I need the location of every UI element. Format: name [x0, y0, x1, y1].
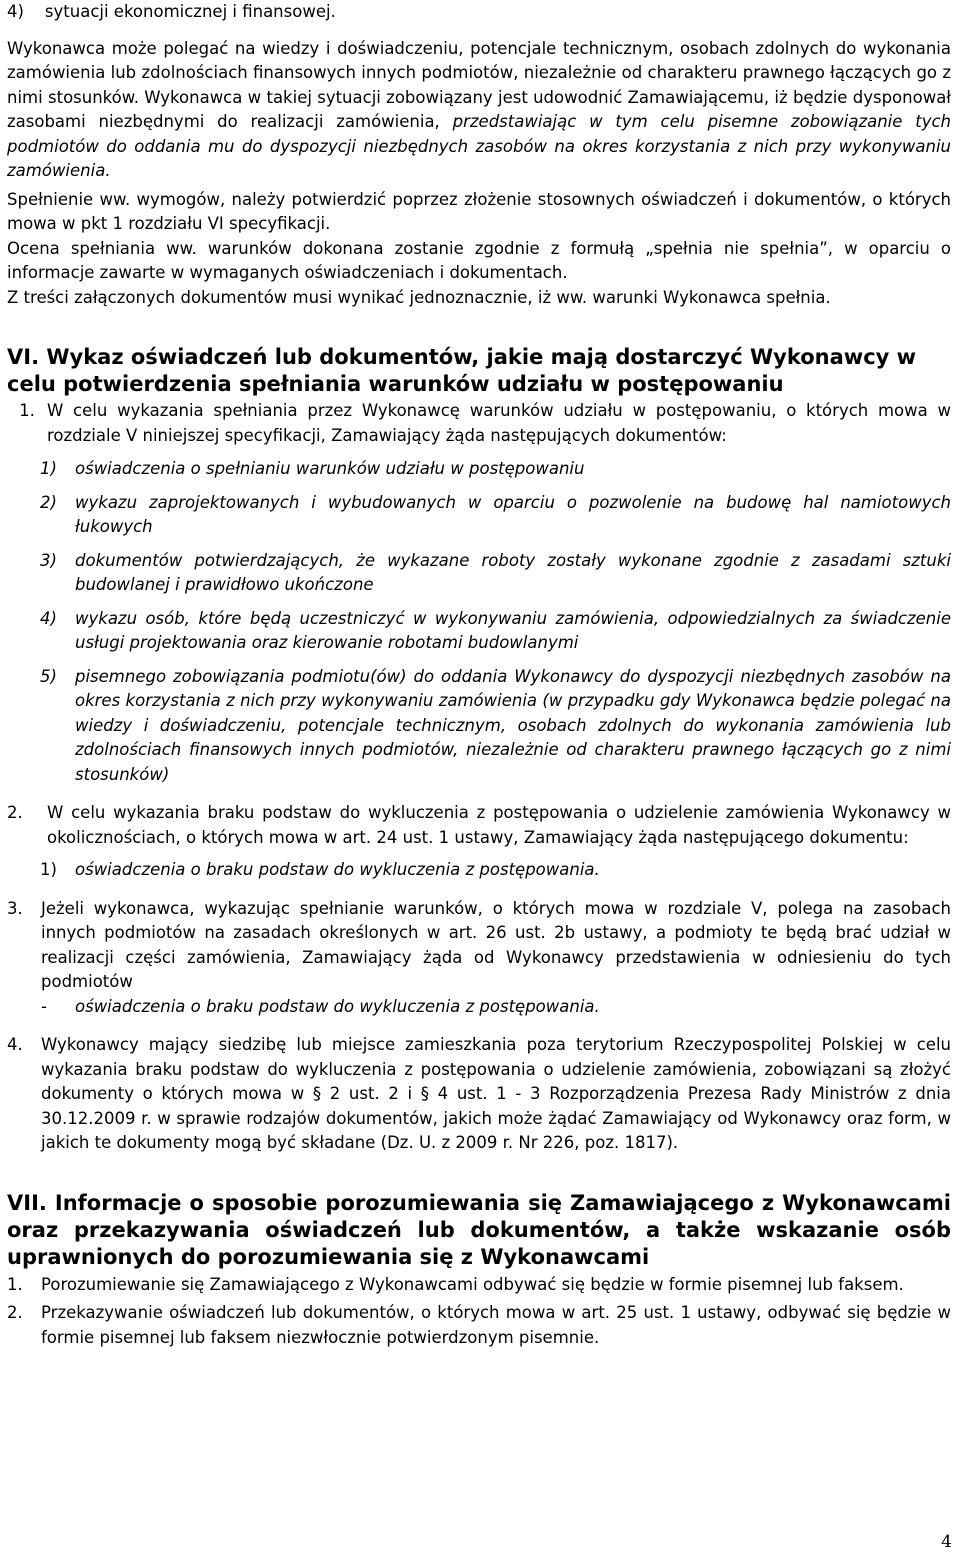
document-page	[7, 0, 951, 1350]
list-item	[40, 665, 951, 788]
list-item-number: 1)	[40, 459, 57, 478]
list-item	[40, 607, 951, 656]
list-item	[40, 457, 951, 482]
s6-item-4	[7, 1033, 951, 1156]
list-item-dash: -	[41, 996, 47, 1016]
s6-item-3-number: 3.	[7, 898, 23, 918]
s6-item-1-number: 1.	[19, 401, 35, 420]
s6-item-4-text: Wykonawcy mający siedzibę lub miejsce zamieszkania poza terytorium Rzeczypospolitej Polskiej w celu wykazania braku podstaw do wykluczenia z postępowania o udzielenie zamówienia, zobowiązani są złożyć dokumenty o których mowa w § 2 ust. 2 i § 4 ust. 1 - 3 Rozporządzenia Prezesa Rady Ministrów z dnia 30.12.2009 r. w sprawie rodzajów dokumentów, jakich może żądać Zamawiający od Wykonawcy oraz form, w jakich te dokumenty mogą być składane (Dz. U. z 2009 r. Nr 226, poz. 1817).	[41, 1035, 951, 1152]
s7-item-1	[7, 1273, 951, 1298]
s6-item-4-number: 4.	[7, 1035, 23, 1054]
s7-item-1-text: Porozumiewanie się Zamawiającego z Wykonawcami odbywać się będzie w formie pisemnej lub faksem.	[41, 1274, 904, 1294]
list-item-text: oświadczenia o spełnianiu warunków udziału w postępowaniu	[75, 459, 585, 478]
list-item-number: 4)	[40, 608, 57, 628]
list-item-number: 1)	[40, 860, 57, 879]
list-item-text: wykazu osób, które będą uczestniczyć w wykonywaniu zamówienia, odpowiedzialnych za świadczenie usługi projektowania oraz kierowanie robotami budowlanymi	[75, 608, 951, 652]
list-item-number: 2)	[40, 492, 57, 512]
s6-item-2	[7, 801, 951, 850]
paragraph-reliance-italic: przedstawiając w tym celu pisemne zobowiązanie tych podmiotów do oddania mu do dyspozycji niezbędnych zasobów na okres korzystania z nich przy wykonywaniu zamówienia.	[7, 112, 951, 180]
s6-item-2-sub	[40, 858, 951, 883]
list-item-text: oświadczenia o braku podstaw do wykluczenia z postępowania.	[75, 860, 600, 879]
paragraph-assessment: Ocena spełniania ww. warunków dokonana zostanie zgodnie z formułą „spełnia nie spełnia”, w oparciu o informacje zawarte w wymaganych oświadczeniach i dokumentach.	[7, 238, 951, 282]
list-item-text: pisemnego zobowiązania podmiotu(ów) do oddania Wykonawcy do dyspozycji niezbędnych zasobów na okres korzystania z nich przy wykonywaniu zamówienia (w przypadku gdy Wykonawca będzie polegać na wiedzy i doświadczeniu, potencjale technicznym, osobach zdolnych do wykonania zamówienia lub zdolnościach finansowych innych podmiotów, niezależnie od charakteru prawnego łączących go z nimi stosunków)	[75, 666, 951, 784]
s7-item-2-number: 2.	[7, 1303, 23, 1322]
list-item-economic: 4) sytuacji ekonomicznej i finansowej.	[7, 2, 336, 21]
s7-item-2-text: Przekazywanie oświadczeń lub dokumentów, o których mowa w art. 25 ust. 1 ustawy, odbywać się będzie w formie pisemnej lub faksem niezwłocznie potwierdzonym pisemnie.	[41, 1303, 951, 1347]
s6-item-1	[7, 399, 951, 448]
list-item	[40, 549, 951, 598]
list-item-number: 3)	[40, 550, 57, 570]
section-heading-vii: VII. Informacje o sposobie porozumiewania się Zamawiającego z Wykonawcami oraz przekazywania oświadczeń lub dokumentów, a także wskazanie osób uprawnionych do porozumiewania się z Wykonawcami	[7, 1190, 951, 1269]
s6-item-2-text: W celu wykazania braku podstaw do wykluczenia z postępowania o udzielenie zamówienia Wykonawcy w okolicznościach, o których mowa w art. 24 ust. 1 ustawy, Zamawiający żąda następującego dokumentu:	[47, 803, 951, 847]
list-item-text: oświadczenia o braku podstaw do wykluczenia z postępowania.	[75, 996, 600, 1016]
s6-item-3	[7, 897, 951, 995]
section-heading-vi: VI. Wykaz oświadczeń lub dokumentów, jakie mają dostarczyć Wykonawcy w celu potwierdzenia spełniania warunków udziału w postępowaniu	[7, 345, 917, 396]
paragraph-reliance-text: Wykonawca może polegać na wiedzy i doświadczeniu, potencjale technicznym, osobach zdolnych do wykonania zamówienia lub zdolnościach finansowych innych podmiotów, niezależnie od charakteru prawnego łączących go z nimi stosunków. Wykonawca w takiej sytuacji zobowiązany jest udowodnić Zamawiającemu, iż będzie dysponował zasobami niezbędnymi do realizacji zamówienia,	[7, 38, 951, 131]
paragraph-documents: Z treści załączonych dokumentów musi wynikać jednoznacznie, iż ww. warunki Wykonawca spełnia.	[7, 287, 831, 307]
s6-item-3-text: Jeżeli wykonawca, wykazując spełnianie warunków, o których mowa w rozdziale V, polega na zasobach innych podmiotów na zasadach określonych w art. 26 ust. 2b ustawy, a podmioty te będą brać udział w realizacji części zamówienia, Zamawiający żąda od Wykonawcy przedstawienia w odniesieniu do tych podmiotów	[41, 898, 951, 991]
list-item	[40, 491, 951, 540]
paragraph-reliance	[7, 37, 951, 184]
paragraph-fulfillment: Spełnienie ww. wymogów, należy potwierdzić poprzez złożenie stosownych oświadczeń i dokumentów, o których mowa w pkt 1 rozdziału VI specyfikacji.	[7, 189, 951, 233]
s6-document-list	[40, 457, 951, 787]
list-item-number: 5)	[40, 666, 57, 686]
page-number: 4	[941, 1532, 952, 1552]
s6-item-3-dash	[41, 995, 951, 1020]
s7-item-2	[7, 1301, 951, 1350]
list-item-text: dokumentów potwierdzających, że wykazane roboty zostały wykonane zgodnie z zasadami sztuki budowlanej i prawidłowo ukończone	[75, 550, 951, 594]
s6-item-1-text: W celu wykazania spełniania przez Wykonawcę warunków udziału w postępowaniu, o których mowa w rozdziale V niniejszej specyfikacji, Zamawiający żąda następujących dokumentów:	[47, 401, 951, 445]
s6-item-2-number: 2.	[7, 803, 23, 822]
list-item-text: wykazu zaprojektowanych i wybudowanych w oparciu o pozwolenie na budowę hal namiotowych łukowych	[75, 492, 951, 536]
s7-item-1-number: 1.	[7, 1274, 23, 1294]
